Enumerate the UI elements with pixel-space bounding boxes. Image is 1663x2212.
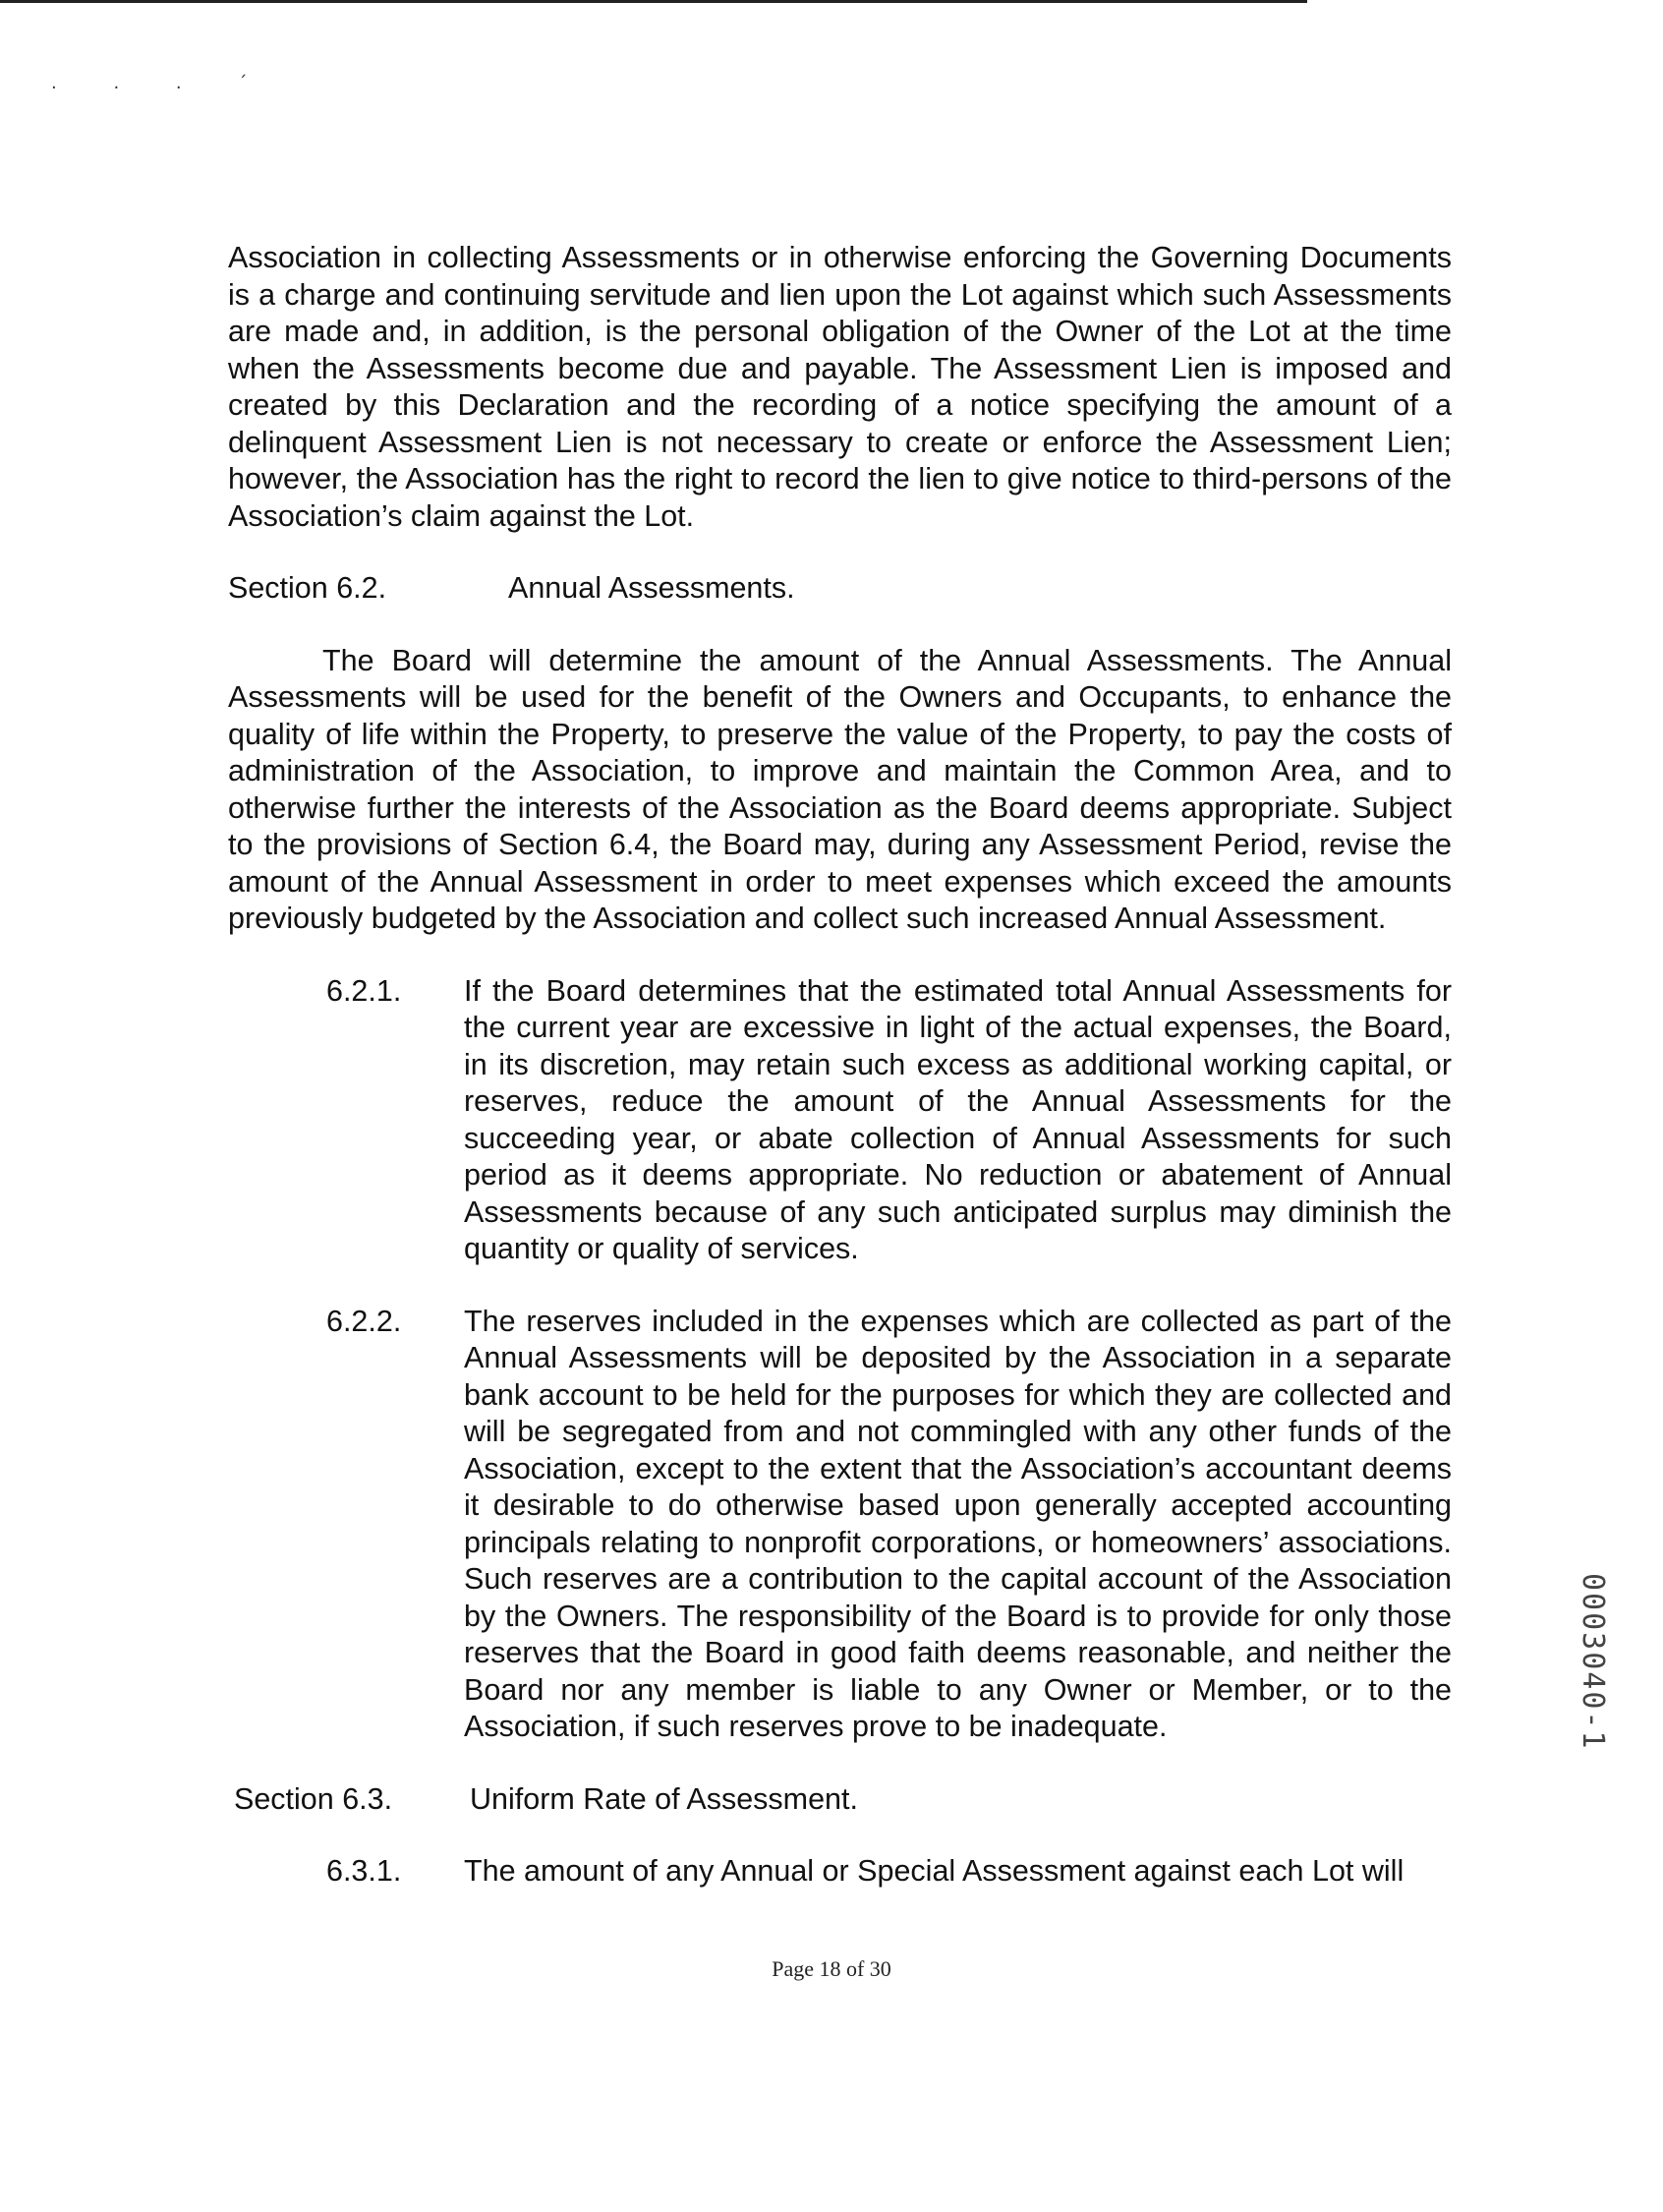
- recording-stamp: 0003040-1: [1576, 1573, 1610, 1751]
- subsection-text: The reserves included in the expenses which are collected as part of the Annual Assessments will be deposited by the Association in a separate bank account to be held for the purposes for which they are collected and will be segregated from and not commingled with any other funds of the Association, except to the extent that the Association’s accountant deems it desirable to do otherwise based upon generally accepted accounting principals relating to nonprofit corporations, or homeowners’ associations. Such reserves are a contribution to the capital account of the Association by the Owners. The responsibility of the Board is to provide for only those reserves that the Board in good faith deems reasonable, and neither the Board nor any member is liable to any Owner or Member, or to the Association, if such reserves prove to be inadequate.: [464, 1304, 1452, 1743]
- intro-paragraph: Association in collecting Assessments or in otherwise enforcing the Governing Documents is a charge and continuing servitude and lien upon the Lot against which such Assessments are made and, in addition, is the personal obligation of the Owner of the Lot at the time when the Assessments become due and payable. The Assessment Lien is imposed and created by this Declaration and the recording of a notice specifying the amount of a delinquent Assessment Lien is not necessary to create or enforce the Assessment Lien; however, the Association has the right to record the lien to give notice to third-persons of the Association’s claim against the Lot.: [228, 241, 1452, 533]
- top-scan-edge: [0, 0, 1307, 3]
- subsection-number: 6.3.1.: [326, 1854, 402, 1888]
- document-body: [228, 240, 1452, 1891]
- subsection-number: 6.2.2.: [326, 1304, 402, 1338]
- section-title: Annual Assessments.: [508, 571, 795, 605]
- section-6-3-heading: [228, 1781, 1452, 1819]
- subsection-text: If the Board determines that the estimated total Annual Assessments for the current year are excessive in light of the actual expenses, the Board, in its discretion, may retain such excess as additional working capital, or reserves, reduce the amount of the Annual Assessments for the succeeding year, or abate collection of Annual Assessments for such period as it deems appropriate. No reduction or abatement of Annual Assessments because of any such anticipated surplus may diminish the quantity or quality of services.: [464, 973, 1452, 1265]
- subsection-text: The amount of any Annual or Special Assessment against each Lot will: [464, 1854, 1405, 1888]
- section-number: Section 6.2.: [228, 571, 387, 605]
- subsection-6-3-1: [228, 1853, 1452, 1891]
- scan-specks: . . . ´: [51, 73, 273, 93]
- subsection-number: 6.2.1.: [326, 973, 402, 1008]
- page-number: Page 18 of 30: [772, 1956, 891, 1981]
- section-6-2-heading: [228, 570, 1452, 608]
- section-6-2-paragraph: The Board will determine the amount of the Annual Assessments. The Annual Assessments will be used for the benefit of the Owners and Occupants, to enhance the quality of life within the Property, to preserve the value of the Property, to pay the costs of administration of the Association, to improve and maintain the Common Area, and to otherwise further the interests of the Association as the Board deems appropriate. Subject to the provisions of Section 6.4, the Board may, during any Assessment Period, revise the amount of the Annual Assessment in order to meet expenses which exceed the amounts previously budgeted by the Association and collect such increased Annual Assessment.: [228, 643, 1452, 935]
- subsection-6-2-2: [228, 1304, 1452, 1746]
- section-number: Section 6.3.: [234, 1781, 393, 1816]
- subsection-6-2-1: [228, 973, 1452, 1268]
- section-title: Uniform Rate of Assessment.: [470, 1781, 858, 1816]
